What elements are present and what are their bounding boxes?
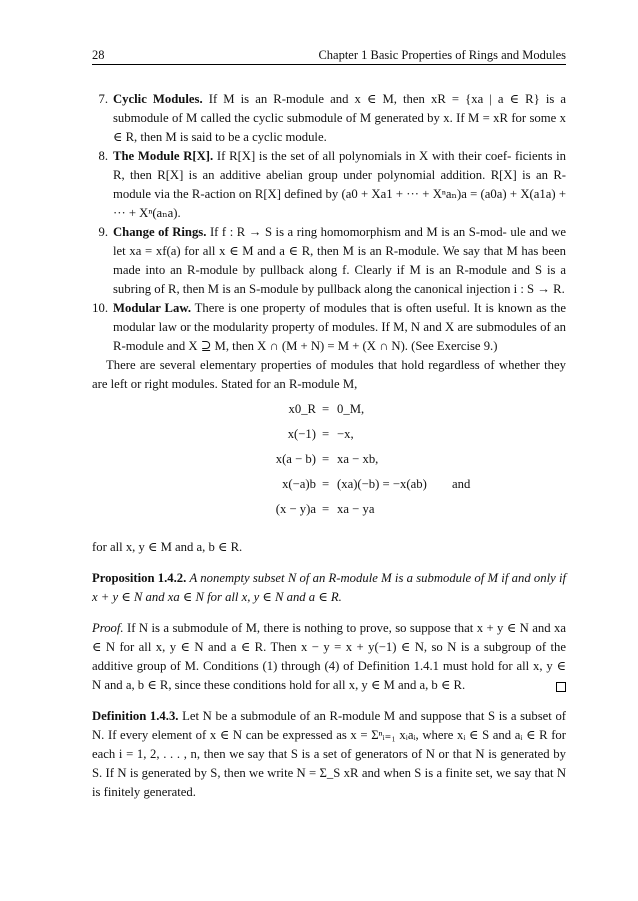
equals-sign: = — [322, 402, 330, 416]
item-text-line: If M is an R-module and x ∈ M, then xR = {xa | a ∈ R} — [208, 92, 540, 106]
item-text-line: ule and we let xa = xf(a) for all x ∈ M and a ∈ R, then M is an R-module. — [113, 225, 566, 258]
proof-label: Proof. — [92, 621, 124, 635]
item-text-line: along the canonical injection i : S → R. — [364, 282, 565, 296]
list-item-10 — [92, 299, 566, 356]
list-item-9 — [92, 223, 566, 299]
definition-line: of N or that N is generated by S. If N is generated by S, then we write N = Σ_S xR — [92, 747, 566, 780]
item-number: 7. — [98, 92, 108, 106]
proof-block — [92, 619, 566, 695]
equation-rhs: xa − xb, — [337, 452, 379, 466]
running-title: Chapter 1 Basic Properties of Rings and Modules — [318, 48, 566, 62]
running-header — [92, 48, 566, 65]
proposition-line: A nonempty subset N of an R-module M is a submodule of M if — [189, 571, 509, 585]
equation-rhs: −x, — [337, 427, 354, 441]
proof-line: and a, b ∈ R. — [397, 678, 466, 692]
equation-lhs: x(−1) — [287, 427, 316, 441]
item-number: 9. — [98, 225, 108, 239]
item-title: Modular Law. — [113, 301, 191, 315]
item-text-line: M + (X ∩ N). (See Exercise 9.) — [337, 339, 498, 353]
item-text-line: known as the modular law or the modularity property of modules. If M, N — [113, 301, 566, 334]
proof-line: a subgroup of the additive group of M. Conditions (1) through (4) of Definition 1.4.1 — [92, 640, 567, 673]
equals-sign: = — [322, 452, 330, 466]
page-body — [92, 90, 566, 802]
equals-sign: = — [322, 427, 330, 441]
paragraph-line: There are several elementary properties of modules that hold regardless of whether — [106, 358, 540, 372]
item-title: The Module R[X]. — [113, 149, 214, 163]
equation-rhs: xa − ya — [337, 502, 375, 516]
example-list — [92, 90, 566, 356]
item-text-line: R[X] is an R-module via the R-action on R[X] defined by (a0 + Xa1 + ··· + — [113, 168, 567, 201]
item-number: 8. — [98, 149, 108, 163]
display-equations — [92, 398, 566, 538]
item-text-line: If f : R → S is a ring homomorphism and M is an S-mod- — [209, 225, 507, 239]
intro-paragraph — [92, 356, 566, 394]
definition-label: Definition 1.4.3. — [92, 709, 179, 723]
equation-tail: and — [452, 477, 471, 491]
proof-line: If N is a submodule of M, there is nothing to prove, so suppose that x + y ∈ N — [127, 621, 529, 635]
item-text-line: Xⁿaₙ)a = (a0a) + X(a1a) + ··· + Xⁿ(aₙa). — [113, 187, 566, 220]
item-text-line: We say that M has been made into an R-module by pullback along f. Clearly if — [113, 244, 566, 277]
equals-sign: = — [322, 477, 330, 491]
proposition-1-4-2 — [92, 569, 566, 607]
proof-line: and xa ∈ N for all x, y ∈ N and a ∈ R. Then x − y = x + y(−1) ∈ N, so N is — [92, 621, 567, 654]
item-title: Change of Rings. — [113, 225, 207, 239]
equation-lhs: x(a − b) — [275, 452, 316, 466]
item-title: Cyclic Modules. — [113, 92, 203, 106]
item-text-line: and X are submodules of an R-module and X ⊇ M, then X ∩ (M + N) = — [113, 320, 566, 353]
item-text-line: M is an R-module and S is a subring of R, then M is an S-module by pullback — [113, 263, 566, 296]
after-equations: for all x, y ∈ M and a, b ∈ R. — [92, 540, 243, 554]
item-text-line: ficients in R, then R[X] is an additive abelian group under polynomial addition. — [113, 149, 567, 182]
proposition-label: Proposition 1.4.2. — [92, 571, 187, 585]
paragraph-line: they are left or right modules. Stated for an R-module M, — [92, 358, 567, 391]
list-item-8 — [92, 147, 566, 223]
definition-1-4-3 — [92, 707, 566, 802]
list-item-7 — [92, 90, 566, 147]
definition-line: and when S is a finite set, we say that N is finitely generated. — [92, 766, 567, 799]
item-text-line: M = xR for some x ∈ R, then M is said to be a cyclic module. — [113, 111, 566, 144]
equation-rhs: (xa)(−b) = −x(ab) — [337, 477, 427, 491]
definition-line: xᵢ ∈ S and aᵢ ∈ R for each i = 1, 2, . . . , n, then we say that S is a set of generators — [92, 728, 566, 761]
equation-rhs: 0_M, — [337, 402, 365, 416]
item-text-line: If R[X] is the set of all polynomials in X with their coef- — [216, 149, 512, 163]
proof-line: must hold for all x, y ∈ N and a, b ∈ R, since these conditions hold for all x, y ∈ M — [92, 659, 567, 692]
equation-lhs: (x − y)a — [275, 502, 316, 516]
item-number: 10. — [92, 301, 108, 315]
equation-lhs: x(−a)b — [282, 477, 316, 491]
proposition-line: and only if x + y ∈ N and xa ∈ N for all x, y ∈ N and a ∈ R. — [92, 571, 567, 604]
equation-lhs: x0_R — [288, 402, 316, 416]
page-number: 28 — [92, 48, 105, 62]
definition-line: Let N be a submodule of an R-module M and suppose that S is — [182, 709, 508, 723]
equals-sign: = — [322, 502, 330, 516]
item-text-line: is a submodule of M called the cyclic submodule of M generated by x. If — [113, 92, 567, 125]
definition-line: a subset of N. If every element of x ∈ N can be expressed as x = Σⁿᵢ₌₁ xᵢaᵢ, where — [92, 709, 567, 742]
item-text-line: There is one property of modules that is often useful. It is — [194, 301, 494, 315]
qed-box-icon — [556, 682, 566, 692]
